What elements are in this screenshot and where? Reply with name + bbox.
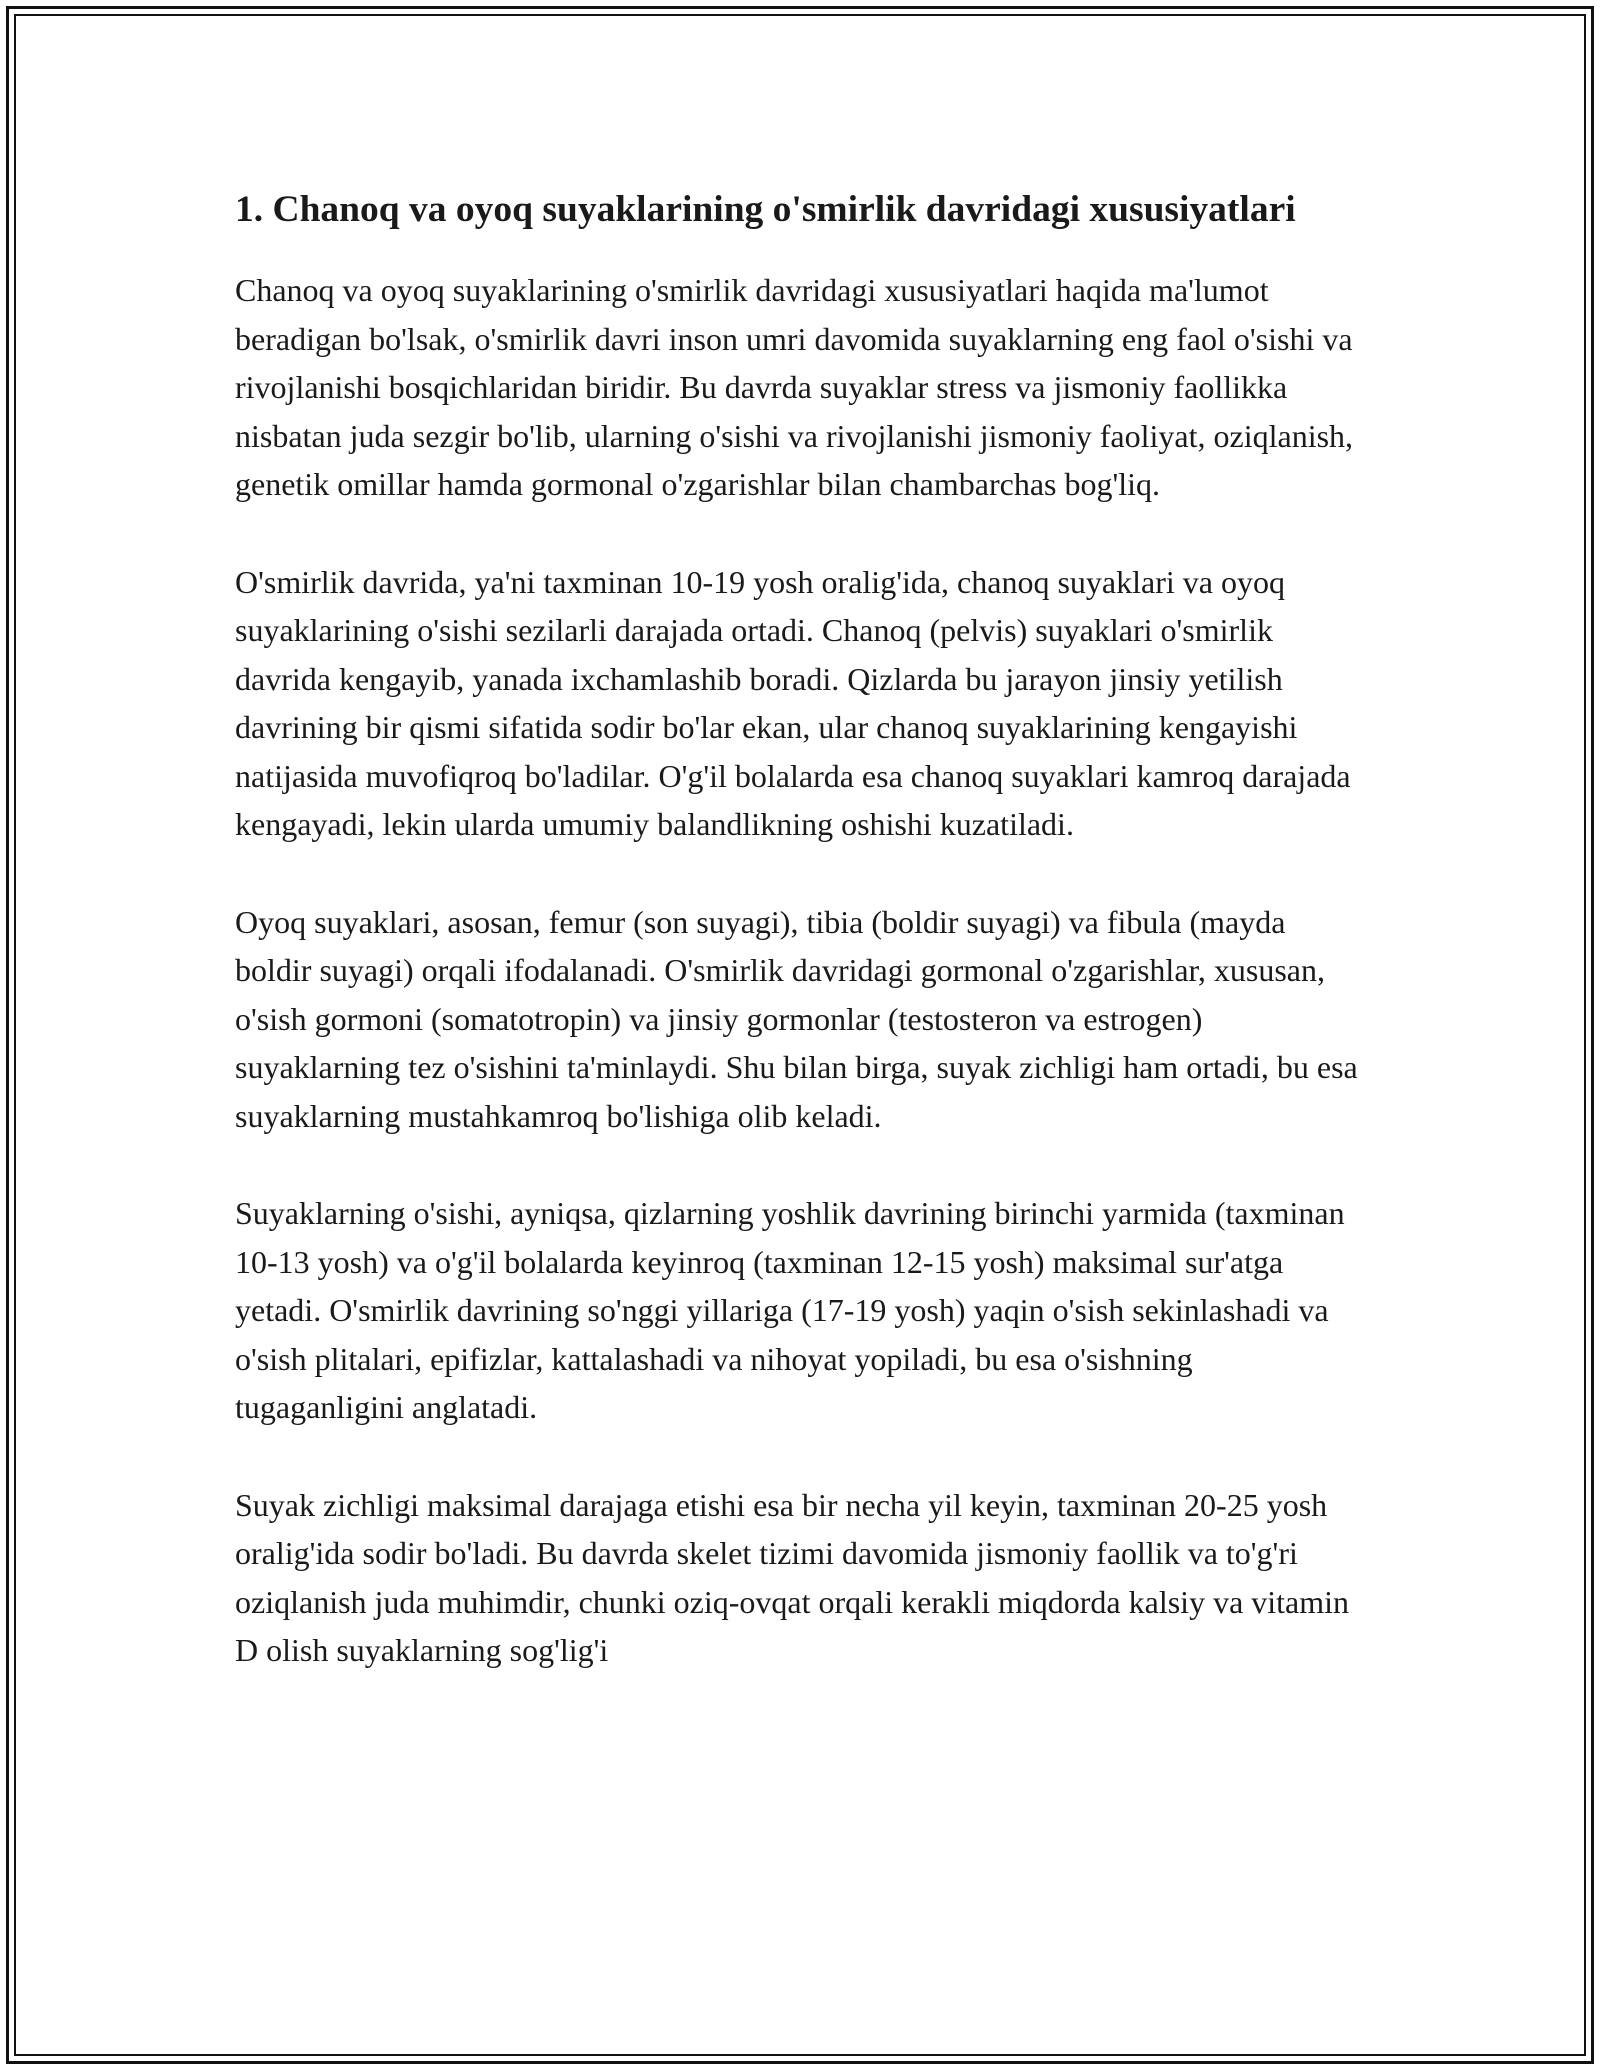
paragraph-5: Suyak zichligi maksimal darajaga etishi esa bir necha yil keyin, taxminan 20-25 yosh oralig'ida sodir bo'ladi. Bu davrda skelet tizimi davomida jismoniy faollik va to'g'ri oziqlanish juda muhimdir, chunki oziq-ovqat orqali kerakli miqdorda kalsiy va vitamin D olish suyaklarning sog'lig'i: [235, 1486, 1350, 1668]
paragraph-4: Suyaklarning o'sishi, ayniqsa, qizlarning yoshlik davrining birinchi yarmida (taxminan 10-13 yosh) va o'g'il bolalarda keyinroq (taxminan 12-15 yosh) maksimal sur'atga yetadi. O'smirlik davrining so'nggi yillariga (17-19 yosh) yaqin o'sish sekinlashadi va o'sish plitalari, epifizlar, kattalashadi va nihoyat yopiladi, bu esa o'sishning tugaganligini anglatadi.: [235, 1195, 1345, 1425]
paragraph-1: Chanoq va oyoq suyaklarining o'smirlik davridagi xususiyatlari haqida ma'lumot beradigan bo'lsak, o'smirlik davri inson umri davomida suyaklarning eng faol o'sishi va rivojlanishi bosqichlaridan biridir. Bu davrda suyaklar stress va jismoniy faollikka nisbatan juda sezgir bo'lib, ularning o'sishi va rivojlanishi jismoniy faoliyat, oziqlanish, genetik omillar hamda gormonal o'zgarishlar bilan chambarchas bog'liq.: [235, 272, 1354, 502]
paragraph-2: O'smirlik davrida, ya'ni taxminan 10-19 yosh oralig'ida, chanoq suyaklari va oyoq suyaklarining o'sishi sezilarli darajada ortadi. Chanoq (pelvis) suyaklari o'smirlik davrida kengayib, yanada ixchamlashib boradi. Qizlarda bu jarayon jinsiy yetilish davrining bir qismi sifatida sodir bo'lar ekan, ular chanoq suyaklarining kengayishi natijasida muvofiqroq bo'ladilar. O'g'il bolalarda esa chanoq suyaklari kamroq darajada kengayadi, lekin ularda umumiy balandlikning oshishi kuzatiladi.: [235, 563, 1351, 842]
document-body: [235, 182, 1365, 1724]
paragraph-3: Oyoq suyaklari, asosan, femur (son suyagi), tibia (boldir suyagi) va fibula (mayda boldir suyagi) orqali ifodalanadi. O'smirlik davridagi gormonal o'zgarishlar, xususan, o'sish gormoni (somatotropin) va jinsiy gormonlar (testosteron va estrogen) suyaklarning tez o'sishini ta'minlaydi. Shu bilan birga, suyak zichligi ham ortadi, bu esa suyaklarning mustahkamroq bo'lishiga olib keladi.: [235, 903, 1358, 1134]
section-heading: 1. Chanoq va oyoq suyaklarining o'smirlik davridagi xususiyatlari: [235, 189, 1296, 230]
